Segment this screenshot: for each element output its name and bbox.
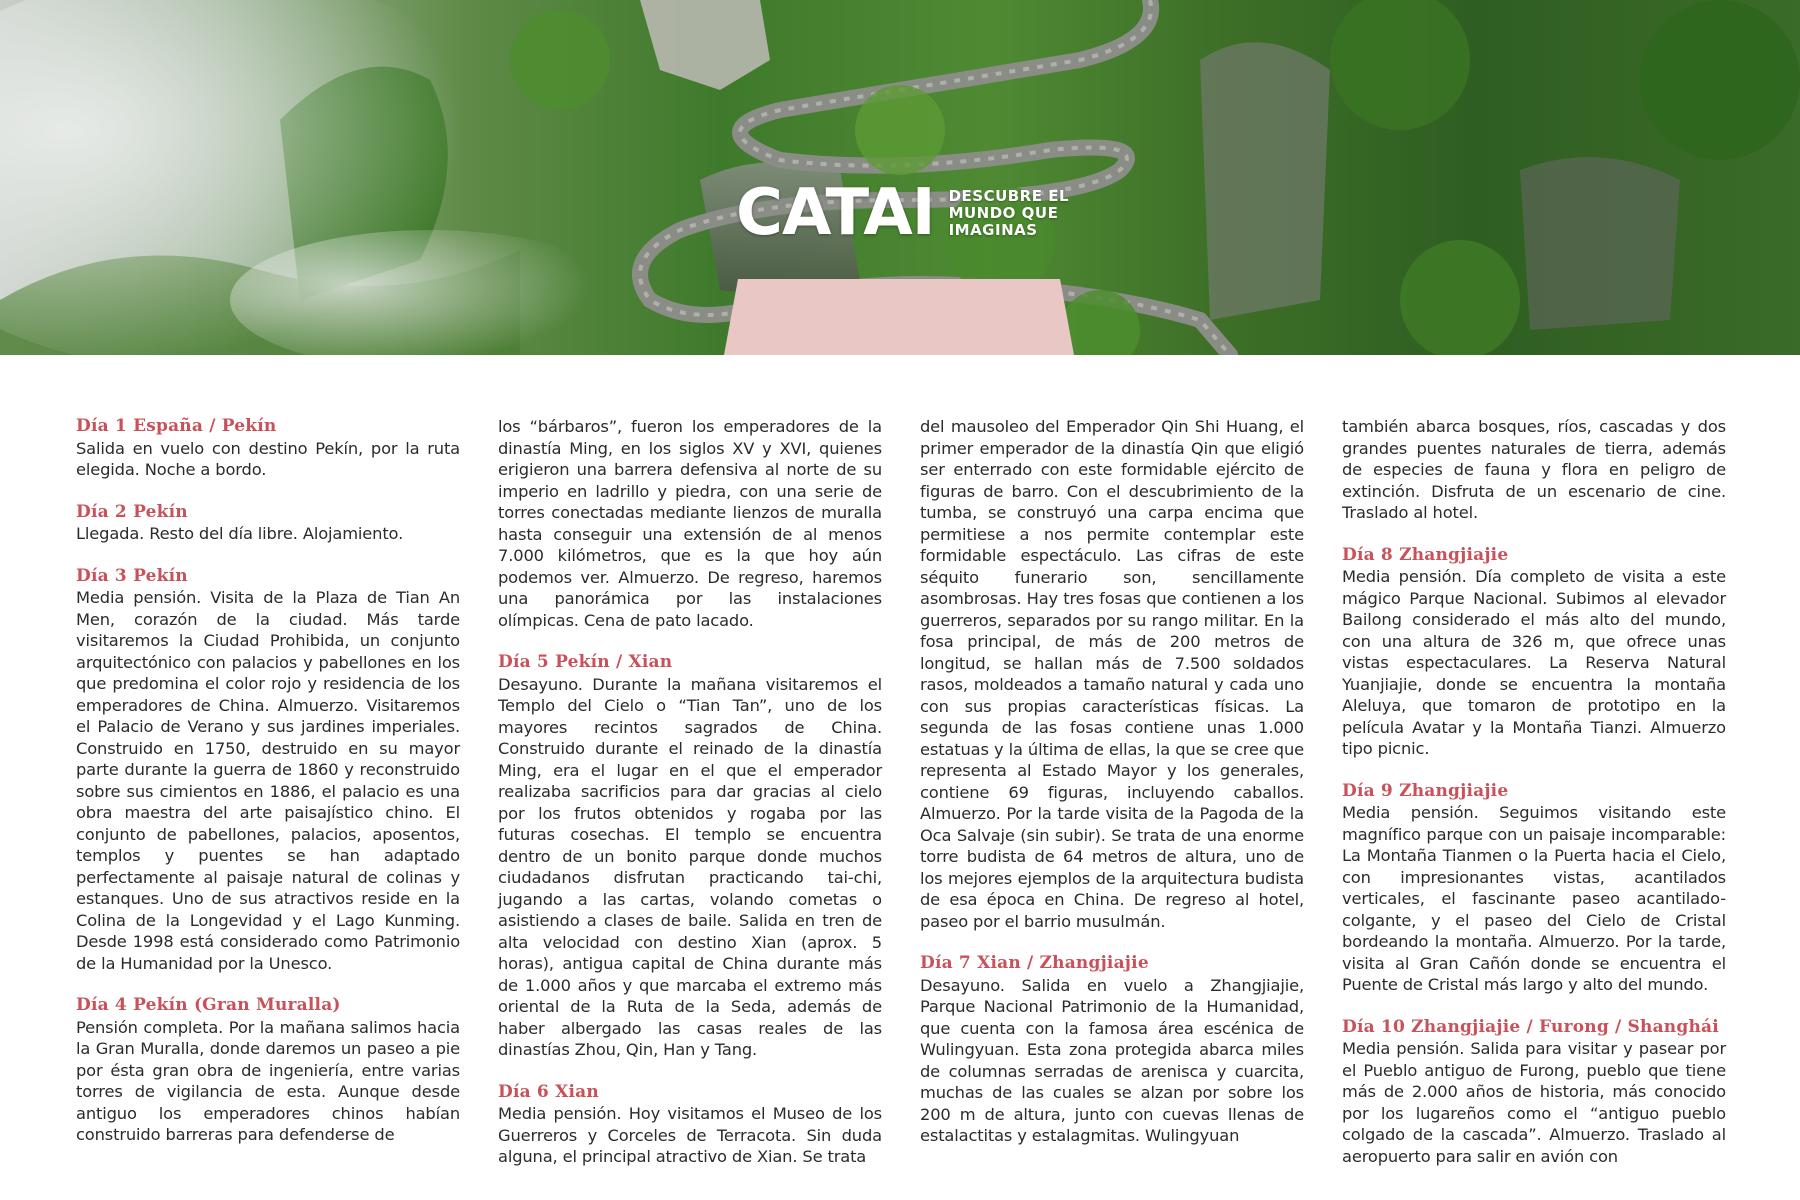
column-2: [498, 416, 882, 1166]
day-entry-continued: [498, 416, 882, 631]
day-text: Llegada. Resto del día libre. Alojamiento.: [76, 524, 404, 543]
itinerary-columns: [76, 416, 1726, 1166]
day-title: Día 8 Zhangjiajie: [1342, 544, 1509, 565]
day-text: Media pensión. Visita de la Plaza de Tian An Men, corazón de la ciudad. Más tarde visitaremos la Ciudad Prohibida, un conjunto arquitectónico con palacios y pabellones en los que predomina el color rojo y residencia de los emperadores de China. Almuerzo. Visitaremos el Palacio de Verano y sus jardines imperiales. Construido en 1750, destruido en su mayor parte durante la guerra de 1860 y reconstruido sobre sus cimientos en 1886, el palacio es una obra maestra del arte paisajístico chino. El conjunto de pabellones, palacios, aposentos, templos y puentes se han adaptado perfectamente al paisaje natural de colinas y estanques. Uno de sus atractivos reside en la Colina de la Longevidad y el Lago Kunming. Desde 1998 está considerado como Patrimonio de la Humanidad por la Unesco.: [76, 588, 460, 973]
column-1: [76, 416, 460, 1156]
day-entry: [1342, 781, 1726, 996]
day-entry: [1342, 545, 1726, 760]
day-title: Día 5 Pekín / Xian: [498, 652, 673, 672]
day-entry: [76, 416, 460, 481]
day-text: Desayuno. Salida en vuelo a Zhangjiajie, Parque Nacional Patrimonio de la Humanidad, que cuenta con la famosa área escénica de Wulingyuan. Esta zona protegida abarca miles de columnas serradas de arenisca y cuarcita, muchas de las cuales se alzan por sobre los 200 m de altura, junto con cuevas llenas de estalactitas y estalagmitas. Wulingyuan: [920, 975, 1304, 1145]
day-title: Día 2 Pekín: [76, 501, 188, 522]
day-text: Salida en vuelo con destino Pekín, por la ruta elegida. Noche a bordo.: [76, 438, 460, 479]
day-title: Día 9 Zhangjiajie: [1342, 780, 1509, 801]
day-text: Desayuno. Durante la mañana visitaremos el Templo del Cielo o “Tian Tan”, uno de los mayores recintos sagrados de China. Construido durante el reinado de la dinastía Ming, era el lugar en el que el emperador realizaba sacrificios para dar gracias al cielo por los frutos obtenidos y rogaba por las futuras cosechas. El templo se encuentra dentro de un bonito parque donde muchos ciudadanos disfrutan practicando tai-chi, jugando a las cartas, volando cometas o asistiendo a clases de baile. Salida en tren de alta velocidad con destino Xian (aprox. 5 horas), antigua capital de China durante más de 1.000 años y que marcaba el extremo más oriental de la Ruta de la Seda, además de haber albergado las casas reales de las dinastías Zhou, Qin, Han y Tang.: [498, 674, 882, 1059]
brand-name: CATAI: [736, 176, 935, 250]
day-entry: [920, 953, 1304, 1147]
day-entry: [498, 1082, 882, 1168]
day-entry: [1342, 1017, 1726, 1168]
day-entry: [76, 995, 460, 1146]
day-text: Media pensión. Salida para visitar y pasear por el Pueblo antiguo de Furong, pueblo que tiene más de 2.000 años de historia, más conocido por los lugareños como el “antiguo pueblo colgado de la cascada”. Almuerzo. Traslado al aeropuerto para salir en avión con: [1342, 1039, 1726, 1166]
pink-tab-decoration: [724, 279, 1074, 355]
day-text: Media pensión. Seguimos visitando este magnífico parque con un paisaje incomparable: La Montaña Tianmen o la Puerta hacia el Cielo, con impresionantes vistas, acantilados verticales, el fascinante paseo acantilado-colgante, y el paseo del Cielo de Cristal bordeando la montaña. Almuerzo. Por la tarde, visita al Gran Cañón donde se encuentra el Puente de Cristal más largo y alto del mundo.: [1342, 803, 1726, 994]
day-entry: [498, 652, 882, 1061]
day-text: los “bárbaros”, fueron los emperadores de la dinastía Ming, en los siglos XV y XVI, quienes erigieron una barrera defensiva al norte de su imperio en ladrillo y piedra, con una serie de torres conectadas mediante lienzos de muralla hasta conseguir una extensión de al menos 7.000 kilómetros, que es la que hoy aún podemos ver. Almuerzo. De regreso, haremos una panorámica por las instalaciones olímpicas. Cena de pato lacado.: [498, 417, 882, 630]
tagline-line-1: DESCUBRE EL: [948, 186, 1070, 205]
day-title: Día 3 Pekín: [76, 565, 188, 586]
hero-banner: [0, 0, 1800, 355]
day-title: Día 1 España / Pekín: [76, 416, 277, 436]
day-title: Día 6 Xian: [498, 1081, 599, 1102]
day-title: Día 4 Pekín (Gran Muralla): [76, 995, 341, 1015]
day-text: Media pensión. Hoy visitamos el Museo de los Guerreros y Corceles de Terracota. Sin duda alguna, el principal atractivo de Xian. Se trata: [498, 1104, 882, 1166]
day-entry: [76, 502, 460, 545]
brand-tagline: [949, 188, 1069, 239]
day-entry: [76, 566, 460, 975]
day-text: Pensión completa. Por la mañana salimos hacia la Gran Muralla, donde daremos un paseo a pie por ésta gran obra de ingeniería, entre varias torres de vigilancia de esta. Aunque desde antiguo los emperadores chinos habían construido barreras para defenderse de: [76, 1017, 460, 1144]
day-text: también abarca bosques, ríos, cascadas y dos grandes puentes naturales de tierra, además de especies de fauna y flora en peligro de extinción. Disfruta de un escenario de cine. Traslado al hotel.: [1342, 417, 1726, 522]
day-text: del mausoleo del Emperador Qin Shi Huang, el primer emperador de la dinastía Qin que eligió ser enterrado con este formidable ejército de figuras de barro. Con el descubrimiento de la tumba, se construyó una carpa encima que permitiese a nos permite contemplar este formidable espectáculo. Las cifras de este séquito funerario son, sencillamente asombrosas. Hay tres fosas que contienen a los guerreros, separados por su rango militar. En la fosa principal, de más de 200 metros de longitud, se hallan más de 7.500 soldados rasos, moldeados a tamaño natural y cada uno con sus propias características físicas. La segunda de las fosas contiene unas 1.000 estatuas y la última de ellas, la que se cree que representa al Estado Mayor y los generales, contiene 69 figuras, incluyendo caballos. Almuerzo. Por la tarde visita de la Pagoda de la Oca Salvaje (sin subir). Se trata de una enorme torre budista de 64 metros de altura, uno de los mejores ejemplos de la arquitectura budista de esa época en China. De regreso al hotel, paseo por el barrio musulmán.: [920, 417, 1304, 931]
day-title: Día 7 Xian / Zhangjiajie: [920, 953, 1149, 973]
day-text: Media pensión. Día completo de visita a este mágico Parque Nacional. Subimos al elevador Bailong considerado el más alto del mundo, con una altura de 326 m, que ofrece unas vistas espectaculares. La Reserva Natural Yuanjiajie, donde se encuentra la montaña Aleluya, que tomaron de prototipo en la película Avatar y la Montaña Tianzi. Almuerzo tipo picnic.: [1342, 567, 1726, 758]
day-entry-continued: [920, 416, 1304, 932]
day-entry-continued: [1342, 416, 1726, 524]
day-title: Día 10 Zhangjiajie / Furong / Shanghái: [1342, 1016, 1719, 1037]
column-4: [1342, 416, 1726, 1166]
tagline-line-3: IMAGINAS: [948, 220, 1038, 239]
catai-logo: [736, 178, 1069, 248]
tagline-line-2: MUNDO QUE: [948, 203, 1059, 222]
column-3: [920, 416, 1304, 1156]
